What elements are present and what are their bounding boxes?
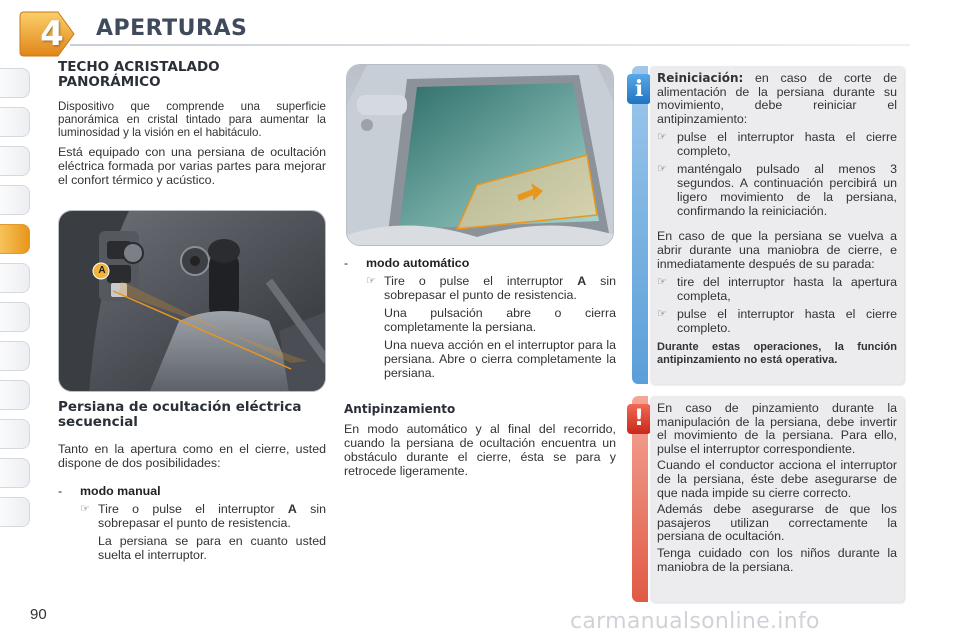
warning-paragraph: Tenga cuidado con los niños durante la maniobra de la persiana. [657, 545, 897, 574]
console-illustration [59, 211, 326, 392]
section-antipinch [344, 402, 616, 478]
pointing-hand-icon: ☞ [657, 276, 667, 289]
chapter-tab[interactable] [0, 341, 30, 371]
title-divider [70, 44, 910, 46]
info-step [657, 275, 897, 303]
section-heading: Antipinzamiento [344, 402, 456, 416]
info-step-text: tire del interruptor hasta la apertura completa, [677, 275, 897, 304]
warning-paragraph: Cuando el conductor acciona el interruptor de la persiana, éste debe asegurarse de que nada impide su cierre correcto. [657, 458, 897, 500]
mode-label: modo automático [366, 256, 470, 270]
instruction-text: Tire o pulse el interruptor A sin sobrepasar el punto de resistencia. [384, 274, 616, 302]
mode-automatic [344, 256, 616, 380]
section-intro: Tanto en la apertura como en el cierre, usted dispone de dos posibilidades: [58, 442, 326, 470]
page-number: 90 [30, 606, 47, 623]
pointing-hand-icon: ☞ [657, 131, 667, 144]
warning-icon: ! [627, 404, 651, 434]
section-heading: Persiana de ocultación eléctrica secuencial [58, 399, 302, 430]
section-heading: TECHO ACRISTALADO PANORÁMICO [58, 59, 220, 90]
section-body: En modo automático y al final del recorrido, cuando la persiana de ocultación encuentra un obstáculo durante el cierre, ésta se para y retrocede ligeramente. [344, 422, 616, 478]
chapter-tabs [0, 68, 34, 536]
section-sequential-blind [58, 400, 326, 562]
mode-automatic-heading [344, 256, 616, 270]
pointing-hand-icon: ☞ [366, 275, 376, 287]
info-step-text: pulse el interruptor hasta el cierre completo, [677, 130, 897, 159]
instruction-result: La persiana se para en cuanto usted suelta el interruptor. [98, 534, 326, 562]
instruction-result: Una nueva acción en el interruptor para la persiana. Abre o cierra completamente la persiana. [384, 338, 616, 380]
chapter-tab[interactable] [0, 146, 30, 176]
console-switch-photo [58, 210, 326, 392]
chapter-number: 4 [40, 14, 64, 54]
chapter-tab-active[interactable] [0, 224, 30, 254]
info-step [657, 307, 897, 335]
page-title: APERTURAS [96, 16, 248, 41]
info-step [657, 162, 897, 218]
warning-paragraph: En caso de pinzamiento durante la manipulación de la persiana, debe invertir el movimiento de la persiana. Para ello, pulse el interruptor correspondiente. [657, 401, 897, 456]
chapter-tab[interactable] [0, 497, 30, 527]
automatic-instructions [344, 274, 616, 380]
pointing-hand-icon: ☞ [80, 503, 90, 515]
chapter-badge [18, 8, 80, 58]
roof-illustration [347, 65, 614, 246]
chapter-tab[interactable] [0, 68, 30, 98]
instruction-step [80, 502, 326, 530]
instruction-step [366, 274, 616, 302]
section-intro: Dispositivo que comprende una superficie panorámica en cristal tintado para aumentar la luminosidad y la visión en el habitáculo. [58, 100, 326, 139]
info-box [650, 66, 904, 384]
pointing-hand-icon: ☞ [657, 308, 667, 321]
chapter-tab[interactable] [0, 458, 30, 488]
pointing-hand-icon: ☞ [657, 163, 667, 176]
manual-instructions [58, 502, 326, 562]
info-step-text: manténgalo pulsado al menos 3 segundos. A continuación percibirá un ligero movimiento de la persiana, confirmando la reiniciación. [677, 162, 897, 219]
chapter-tab[interactable] [0, 380, 30, 410]
section-panoramic-roof [58, 60, 326, 187]
info-lead: Reiniciación: en caso de corte de alimentación de la persiana durante su movimiento, debe reiniciar el antipinzamiento: [657, 71, 897, 126]
info-middle: En caso de que la persiana se vuelva a abrir durante una maniobra de cierre, e inmediatamente después de su parada: [657, 229, 897, 271]
info-icon: i [627, 74, 651, 104]
list-dash: - [58, 484, 63, 498]
chapter-tab[interactable] [0, 263, 30, 293]
list-dash: - [344, 256, 349, 270]
info-step [657, 130, 897, 158]
info-step-text: pulse el interruptor hasta el cierre completo. [677, 307, 897, 336]
instruction-result: Una pulsación abre o cierra completamente la persiana. [384, 306, 616, 334]
chapter-tab[interactable] [0, 302, 30, 332]
mode-manual-heading [58, 484, 326, 498]
panoramic-roof-photo [346, 64, 614, 246]
watermark: carmanualsonline.info [570, 609, 820, 634]
chapter-tab[interactable] [0, 185, 30, 215]
mode-label: modo manual [80, 484, 161, 498]
instruction-text: Tire o pulse el interruptor A sin sobrepasar el punto de resistencia. [98, 502, 326, 530]
warning-box [650, 396, 904, 602]
chapter-tab[interactable] [0, 419, 30, 449]
warning-paragraph: Además debe asegurarse de que los pasajeros utilizan correctamente la persiana de ocultación. [657, 502, 897, 544]
switch-callout-label: A [98, 265, 106, 276]
info-note: Durante estas operaciones, la función antipinzamiento no está operativa. [657, 341, 897, 366]
chapter-tab[interactable] [0, 107, 30, 137]
info-strip [632, 66, 648, 384]
section-body: Está equipado con una persiana de ocultación eléctrica formada por varias partes para mejorar el confort térmico y acústico. [58, 145, 326, 187]
